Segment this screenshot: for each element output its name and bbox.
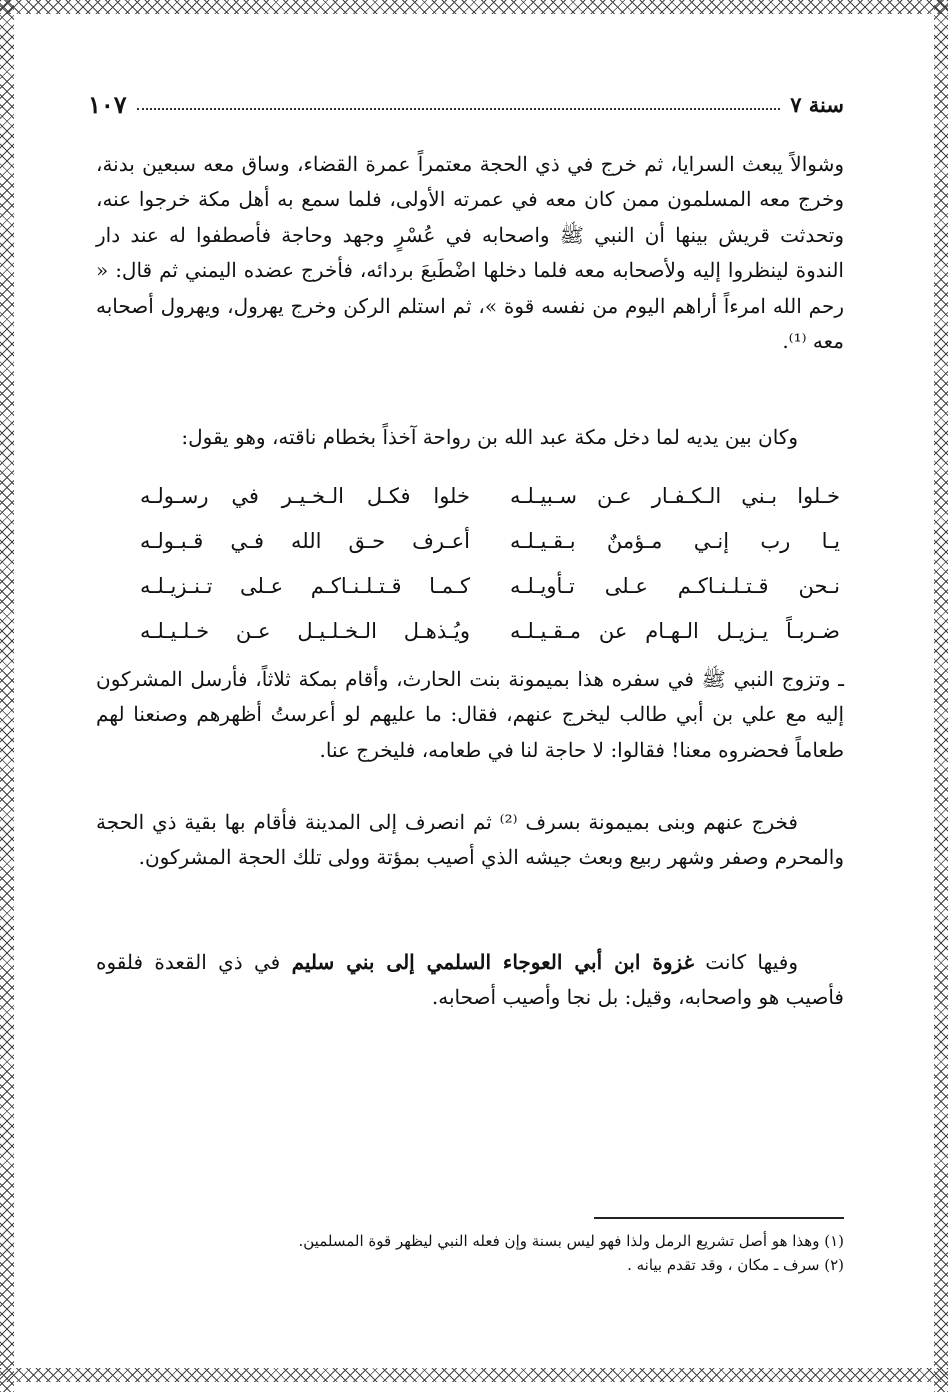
paragraph-text: في ذي القعدة فلقوه فأصيب هو واصحابه، وقيل: بل نجا وأصيب أصحابه. [96,950,844,1010]
verse-second-hemistich: أعـرف حـق الله فـي قـبـولـه [140,528,470,553]
paragraph-maymuna-marriage: ـ وتزوج النبي ﷺ في سفره هذا بميمونة بنت الحارث، وأقام بمكة ثلاثاً، فأرسل المشركون إليه مع علي بن أبي طالب ليخرج عنهم، فقال: ما عليهم لو أعرستُ أظهرهم وصنعنا لهم طعاماً فحضروه معنا! فقالوا: لا حاجة لنا في طعامه، فليخرج عنا. [96,667,845,762]
paragraph-umrah: وشوالاً يبعث السرايا، ثم خرج في ذي الحجة معتمراً عمرة القضاء، وساق معه سبعين بدنة، وخرج معه المسلمون ممن كان معه في عمرته الأولى، فلما سمع به أهل مكة خرجوا عنه، وتحدثت قريش بينها أن النبي ﷺ واصحابه في عُسْرٍ وجهد وحاجة فأصطفوا له عند دار الندوة لينظروا إليه ولأصحابه معه فلما دخلها اضْطَبعَ بردائه، فأخرج عضده اليمني ثم قال: « رحم الله امرءاً أراهم اليوم من نفسه قوة »، ثم استلم الركن وخرج يهرول، ويهرول أصحابه معه ⁽¹⁾. [96,152,844,354]
paragraph-ibn-abi-al-awja [96,945,844,1016]
poem-verse [140,518,840,563]
verse-second-hemistich: كـمـا قـتـلـنـاكـم عـلى تـنـزيـلـه [140,573,470,598]
verse-second-hemistich: خلوا فكـل الـخـيـر في رسـولـه [140,483,470,508]
bold-expedition-name: غزوة ابن أبي العوجاء السلمي إلى بني سليم [291,950,694,974]
paragraph-return-medina: فخرج عنهم وبنى بميمونة بسرف ⁽²⁾ ثم انصرف إلى المدينة فأقام بها بقية ذي الحجة والمحرم وصفر وشهر ربيع وبعث جيشه الذي أصيب بمؤتة وولى تلك الحجة المشركون. [96,810,844,870]
page-border-right [934,0,948,1392]
verse-first-hemistich: يـا رب إنـي مـؤمنٌ بـقـيـلـه [510,528,840,553]
verse-first-hemistich: نـحن قـتـلـنـاكـم عـلى تـأويـلـه [510,573,840,598]
footnote-2: (٢) سرف ـ مكان ، وقد تقدم بيانه . [627,1256,844,1274]
running-header [88,86,844,122]
poem-verse [140,608,840,653]
verse-first-hemistich: ضـربـاً يـزيـل الـهـام عن مـقـيـلـه [510,618,840,643]
footnote-1: (١) وهذا هو أصل تشريع الرمل ولذا فهو ليس بسنة وإن فعله النبي ليظهر قوة المسلمين. [298,1232,844,1250]
verse-first-hemistich: خـلوا بـني الـكـفـار عـن سـبيـلـه [510,483,840,508]
page-number: ١٠٧ [88,89,127,119]
header-dot-leader [137,108,781,110]
page-border-left [0,0,14,1392]
paragraph-ibn-rawaha: وكان بين يديه لما دخل مكة عبد الله بن رواحة آخذاً بخطام ناقته، وهو يقول: [181,425,798,449]
page-border-top [0,0,948,14]
paragraph-text: وفيها كانت [693,950,798,974]
poem [140,473,840,653]
header-year: سنة ٧ [790,91,844,117]
verse-second-hemistich: ويُـذهـل الـخـلـيـل عـن خـلـيـلـه [140,618,470,643]
footnotes [96,1229,844,1277]
footnote-separator [594,1217,844,1219]
poem-verse [140,563,840,608]
page-border-bottom [0,1368,948,1382]
poem-verse [140,473,840,518]
